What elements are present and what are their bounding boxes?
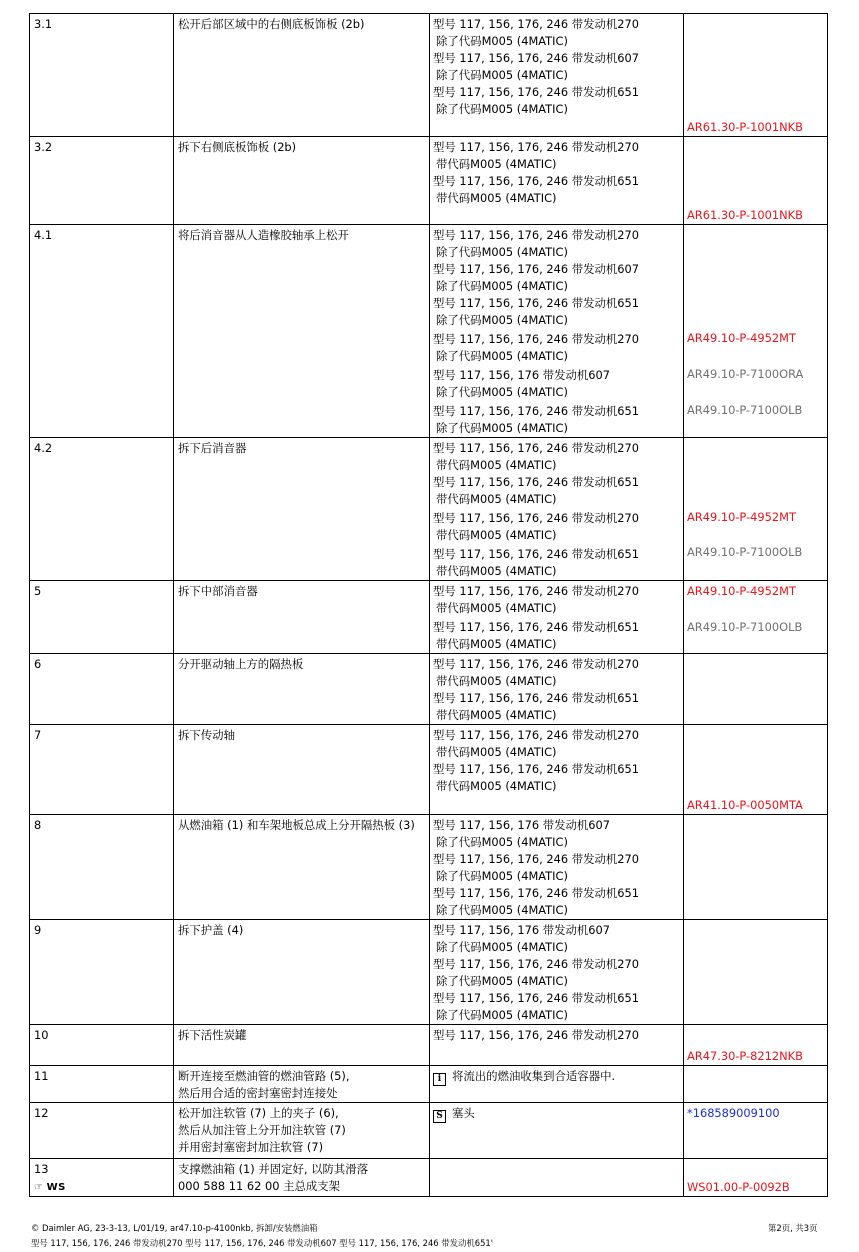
step-number: 9: [30, 920, 174, 1025]
model-applicability: [430, 920, 684, 1025]
reference-link[interactable]: AR49.10-P-4952MT: [687, 584, 796, 598]
step-number: 4.1: [30, 225, 174, 438]
step-number: 12: [30, 1103, 174, 1159]
description-line: 分开驱动轴上方的隔热板: [178, 657, 304, 671]
step-description: [174, 654, 430, 725]
model-line: 除了代码M005 (4MATIC): [436, 869, 568, 883]
step-description: [174, 1103, 430, 1159]
model-applicability: [430, 654, 684, 725]
model-applicability: [430, 581, 684, 654]
step-description: [174, 920, 430, 1025]
model-line: 除了代码M005 (4MATIC): [436, 940, 568, 954]
step-description: [174, 438, 430, 581]
model-applicability: [430, 225, 684, 438]
step-number: 10: [30, 1025, 174, 1066]
note-text: 塞头: [452, 1106, 475, 1120]
table-row: [30, 1159, 828, 1197]
reference-cell: [684, 137, 828, 225]
description-line: 断开连接至燃油管的燃油管路 (5),: [178, 1069, 350, 1083]
model-line: 型号 117, 156, 176, 246 带发动机651: [433, 691, 640, 705]
step-description: [174, 725, 430, 815]
model-line: 型号 117, 156, 176, 246 带发动机270: [433, 657, 640, 671]
reference-cell: [684, 815, 828, 920]
description-line: 将后消音器从人造橡胶轴承上松开: [178, 228, 349, 242]
description-line: 并用密封塞密封加注软管 (7): [178, 1140, 324, 1154]
model-line: 型号 117, 156, 176 带发动机607: [433, 923, 611, 937]
model-line: 除了代码M005 (4MATIC): [436, 903, 568, 917]
reference-link[interactable]: AR49.10-P-4952MT: [687, 331, 796, 345]
model-line: 带代码M005 (4MATIC): [436, 779, 557, 793]
model-line: 型号 117, 156, 176, 246 带发动机651: [433, 547, 640, 561]
model-line: 型号 117, 156, 176, 246 带发动机270: [433, 957, 640, 971]
model-line: 除了代码M005 (4MATIC): [436, 835, 568, 849]
reference-link[interactable]: AR49.10-P-4952MT: [687, 510, 796, 524]
description-line: 支撑燃油箱 (1) 并固定好, 以防其滑落: [178, 1162, 369, 1176]
model-line: 型号 117, 156, 176, 246 带发动机270: [433, 441, 640, 455]
model-applicability: [430, 14, 684, 137]
model-line: 型号 117, 156, 176, 246 带发动机270: [433, 852, 640, 866]
model-line: 带代码M005 (4MATIC): [436, 157, 557, 171]
step-number: 4.2: [30, 438, 174, 581]
reference-cell: [684, 1159, 828, 1197]
reference-cell: [684, 1066, 828, 1103]
table-row: [30, 654, 828, 725]
model-line: 带代码M005 (4MATIC): [436, 708, 557, 722]
step-number: 6: [30, 654, 174, 725]
model-line: 除了代码M005 (4MATIC): [436, 68, 568, 82]
description-line: 松开后部区域中的右侧底板饰板 (2b): [178, 17, 365, 31]
table-row: [30, 581, 828, 654]
description-line: 然后用合适的密封塞密封连接处: [178, 1086, 338, 1100]
table-row: [30, 438, 828, 581]
model-line: 型号 117, 156, 176, 246 带发动机651: [433, 762, 640, 776]
reference-link[interactable]: AR49.10-P-7100OLB: [687, 620, 803, 634]
description-line: 拆下后消音器: [178, 441, 247, 455]
step-number: 7: [30, 725, 174, 815]
step-number: 11: [30, 1066, 174, 1103]
ws-label: WS: [46, 1182, 66, 1193]
step-description: [174, 1025, 430, 1066]
step-number-cell: [30, 1159, 174, 1197]
model-line: 除了代码M005 (4MATIC): [436, 279, 568, 293]
model-line: 型号 117, 156, 176, 246 带发动机607: [433, 262, 640, 276]
model-line: 带代码M005 (4MATIC): [436, 564, 557, 578]
model-line: 带代码M005 (4MATIC): [436, 637, 557, 651]
step-description: [174, 581, 430, 654]
model-line: 带代码M005 (4MATIC): [436, 458, 557, 472]
model-line: 带代码M005 (4MATIC): [436, 528, 557, 542]
reference-cell: [684, 920, 828, 1025]
footer-models: 型号 117, 156, 176, 246 带发动机270 型号 117, 156, 176, 246 带发动机607 型号 117, 156, 176, 246 带发动机651': [31, 1238, 494, 1248]
step-number: 3.2: [30, 137, 174, 225]
reference-link[interactable]: AR49.10-P-7100OLB: [687, 545, 803, 559]
step-description: [174, 225, 430, 438]
step-description: [174, 137, 430, 225]
table-row: [30, 815, 828, 920]
reference-cell: [684, 1103, 828, 1159]
model-line: 型号 117, 156, 176, 246 带发动机270: [433, 584, 640, 598]
workshop-tool-marker: [34, 1178, 173, 1196]
hand-pointer-icon: ☞: [34, 1182, 43, 1193]
reference-cell: [684, 725, 828, 815]
reference-link[interactable]: AR41.10-P-0050MTA: [687, 798, 803, 812]
description-line: 拆下传动轴: [178, 728, 235, 742]
model-applicability: [430, 438, 684, 581]
info-icon: i: [433, 1073, 446, 1086]
model-line: 型号 117, 156, 176 带发动机607: [433, 818, 611, 832]
procedure-table: [29, 13, 828, 1197]
footer-copyright: © Daimler AG, 23-3-13, L/01/19, ar47.10-p-4100nkb, 拆卸/安装燃油箱: [31, 1223, 318, 1233]
reference-cell: [684, 438, 828, 581]
step-number: 3.1: [30, 14, 174, 137]
model-line: 除了代码M005 (4MATIC): [436, 102, 568, 116]
model-line: 型号 117, 156, 176, 246 带发动机270: [433, 1028, 640, 1042]
model-line: 带代码M005 (4MATIC): [436, 745, 557, 759]
model-line: 带代码M005 (4MATIC): [436, 674, 557, 688]
description-line: 拆下护盖 (4): [178, 923, 244, 937]
step-description: [174, 815, 430, 920]
reference-cell: [684, 225, 828, 438]
table-row: [30, 137, 828, 225]
table-row: [30, 14, 828, 137]
model-applicability: [430, 137, 684, 225]
model-applicability: [430, 725, 684, 815]
description-line: 拆下活性炭罐: [178, 1028, 247, 1042]
step-number: 5: [30, 581, 174, 654]
step-description: [174, 1066, 430, 1103]
model-line: 型号 117, 156, 176, 246 带发动机651: [433, 296, 640, 310]
step-description: [174, 1159, 430, 1197]
reference-link[interactable]: AR49.10-P-7100OLB: [687, 403, 803, 417]
model-line: 型号 117, 156, 176, 246 带发动机270: [433, 728, 640, 742]
model-line: 除了代码M005 (4MATIC): [436, 245, 568, 259]
table-row: [30, 225, 828, 438]
model-line: 型号 117, 156, 176, 246 带发动机270: [433, 332, 640, 346]
model-line: 型号 117, 156, 176, 246 带发动机651: [433, 620, 640, 634]
step-number: 8: [30, 815, 174, 920]
description-line: 000 588 11 62 00 主总成支架: [178, 1179, 341, 1193]
model-line: 型号 117, 156, 176, 246 带发动机651: [433, 85, 640, 99]
description-line: 松开加注软管 (7) 上的夹子 (6),: [178, 1106, 339, 1120]
reference-link[interactable]: AR61.30-P-1001NKB: [687, 208, 803, 222]
reference-cell: [684, 1025, 828, 1066]
description-line: 拆下右侧底板饰板 (2b): [178, 140, 297, 154]
description-line: 从燃油箱 (1) 和车架地板总成上分开隔热板 (3): [178, 818, 415, 832]
reference-cell: [684, 581, 828, 654]
model-applicability: [430, 815, 684, 920]
model-line: 型号 117, 156, 176, 246 带发动机651: [433, 174, 640, 188]
table-row: [30, 1025, 828, 1066]
reference-cell: [684, 654, 828, 725]
model-applicability: [430, 1159, 684, 1197]
description-line: 拆下中部消音器: [178, 584, 258, 598]
reference-link[interactable]: WS01.00-P-0092B: [687, 1180, 790, 1194]
model-line: 型号 117, 156, 176, 246 带发动机607: [433, 51, 640, 65]
part-number-link[interactable]: *168589009100: [687, 1106, 780, 1120]
table-row: [30, 725, 828, 815]
note-cell: [430, 1066, 684, 1103]
footer-page-number: 第2页, 共3页: [768, 1223, 818, 1233]
model-line: 除了代码M005 (4MATIC): [436, 421, 568, 435]
model-line: 除了代码M005 (4MATIC): [436, 385, 568, 399]
model-line: 型号 117, 156, 176, 246 带发动机651: [433, 475, 640, 489]
model-line: 除了代码M005 (4MATIC): [436, 34, 568, 48]
reference-link[interactable]: AR49.10-P-7100ORA: [687, 367, 804, 381]
model-line: 带代码M005 (4MATIC): [436, 191, 557, 205]
model-line: 型号 117, 156, 176 带发动机607: [433, 368, 611, 382]
model-line: 型号 117, 156, 176, 246 带发动机270: [433, 17, 640, 31]
model-line: 除了代码M005 (4MATIC): [436, 313, 568, 327]
model-line: 除了代码M005 (4MATIC): [436, 1008, 568, 1022]
table-row: [30, 1066, 828, 1103]
model-applicability: [430, 1025, 684, 1066]
model-line: 带代码M005 (4MATIC): [436, 492, 557, 506]
model-line: 型号 117, 156, 176, 246 带发动机270: [433, 228, 640, 242]
model-line: 除了代码M005 (4MATIC): [436, 974, 568, 988]
model-line: 型号 117, 156, 176, 246 带发动机270: [433, 140, 640, 154]
model-line: 型号 117, 156, 176, 246 带发动机651: [433, 991, 640, 1005]
model-line: 型号 117, 156, 176, 246 带发动机651: [433, 404, 640, 418]
reference-link[interactable]: AR47.30-P-8212NKB: [687, 1049, 803, 1063]
model-line: 型号 117, 156, 176, 246 带发动机270: [433, 511, 640, 525]
step-number: 13: [34, 1162, 49, 1176]
step-description: [174, 14, 430, 137]
model-line: 除了代码M005 (4MATIC): [436, 349, 568, 363]
note-text: 将流出的燃油收集到合适容器中.: [452, 1069, 616, 1083]
description-line: 然后从加注管上分开加注软管 (7): [178, 1123, 346, 1137]
reference-link[interactable]: AR61.30-P-1001NKB: [687, 120, 803, 134]
table-row: [30, 920, 828, 1025]
reference-cell: [684, 14, 828, 137]
special-tool-icon: S: [433, 1110, 446, 1123]
table-row: [30, 1103, 828, 1159]
model-line: 带代码M005 (4MATIC): [436, 601, 557, 615]
model-line: 型号 117, 156, 176, 246 带发动机651: [433, 886, 640, 900]
note-cell: [430, 1103, 684, 1159]
